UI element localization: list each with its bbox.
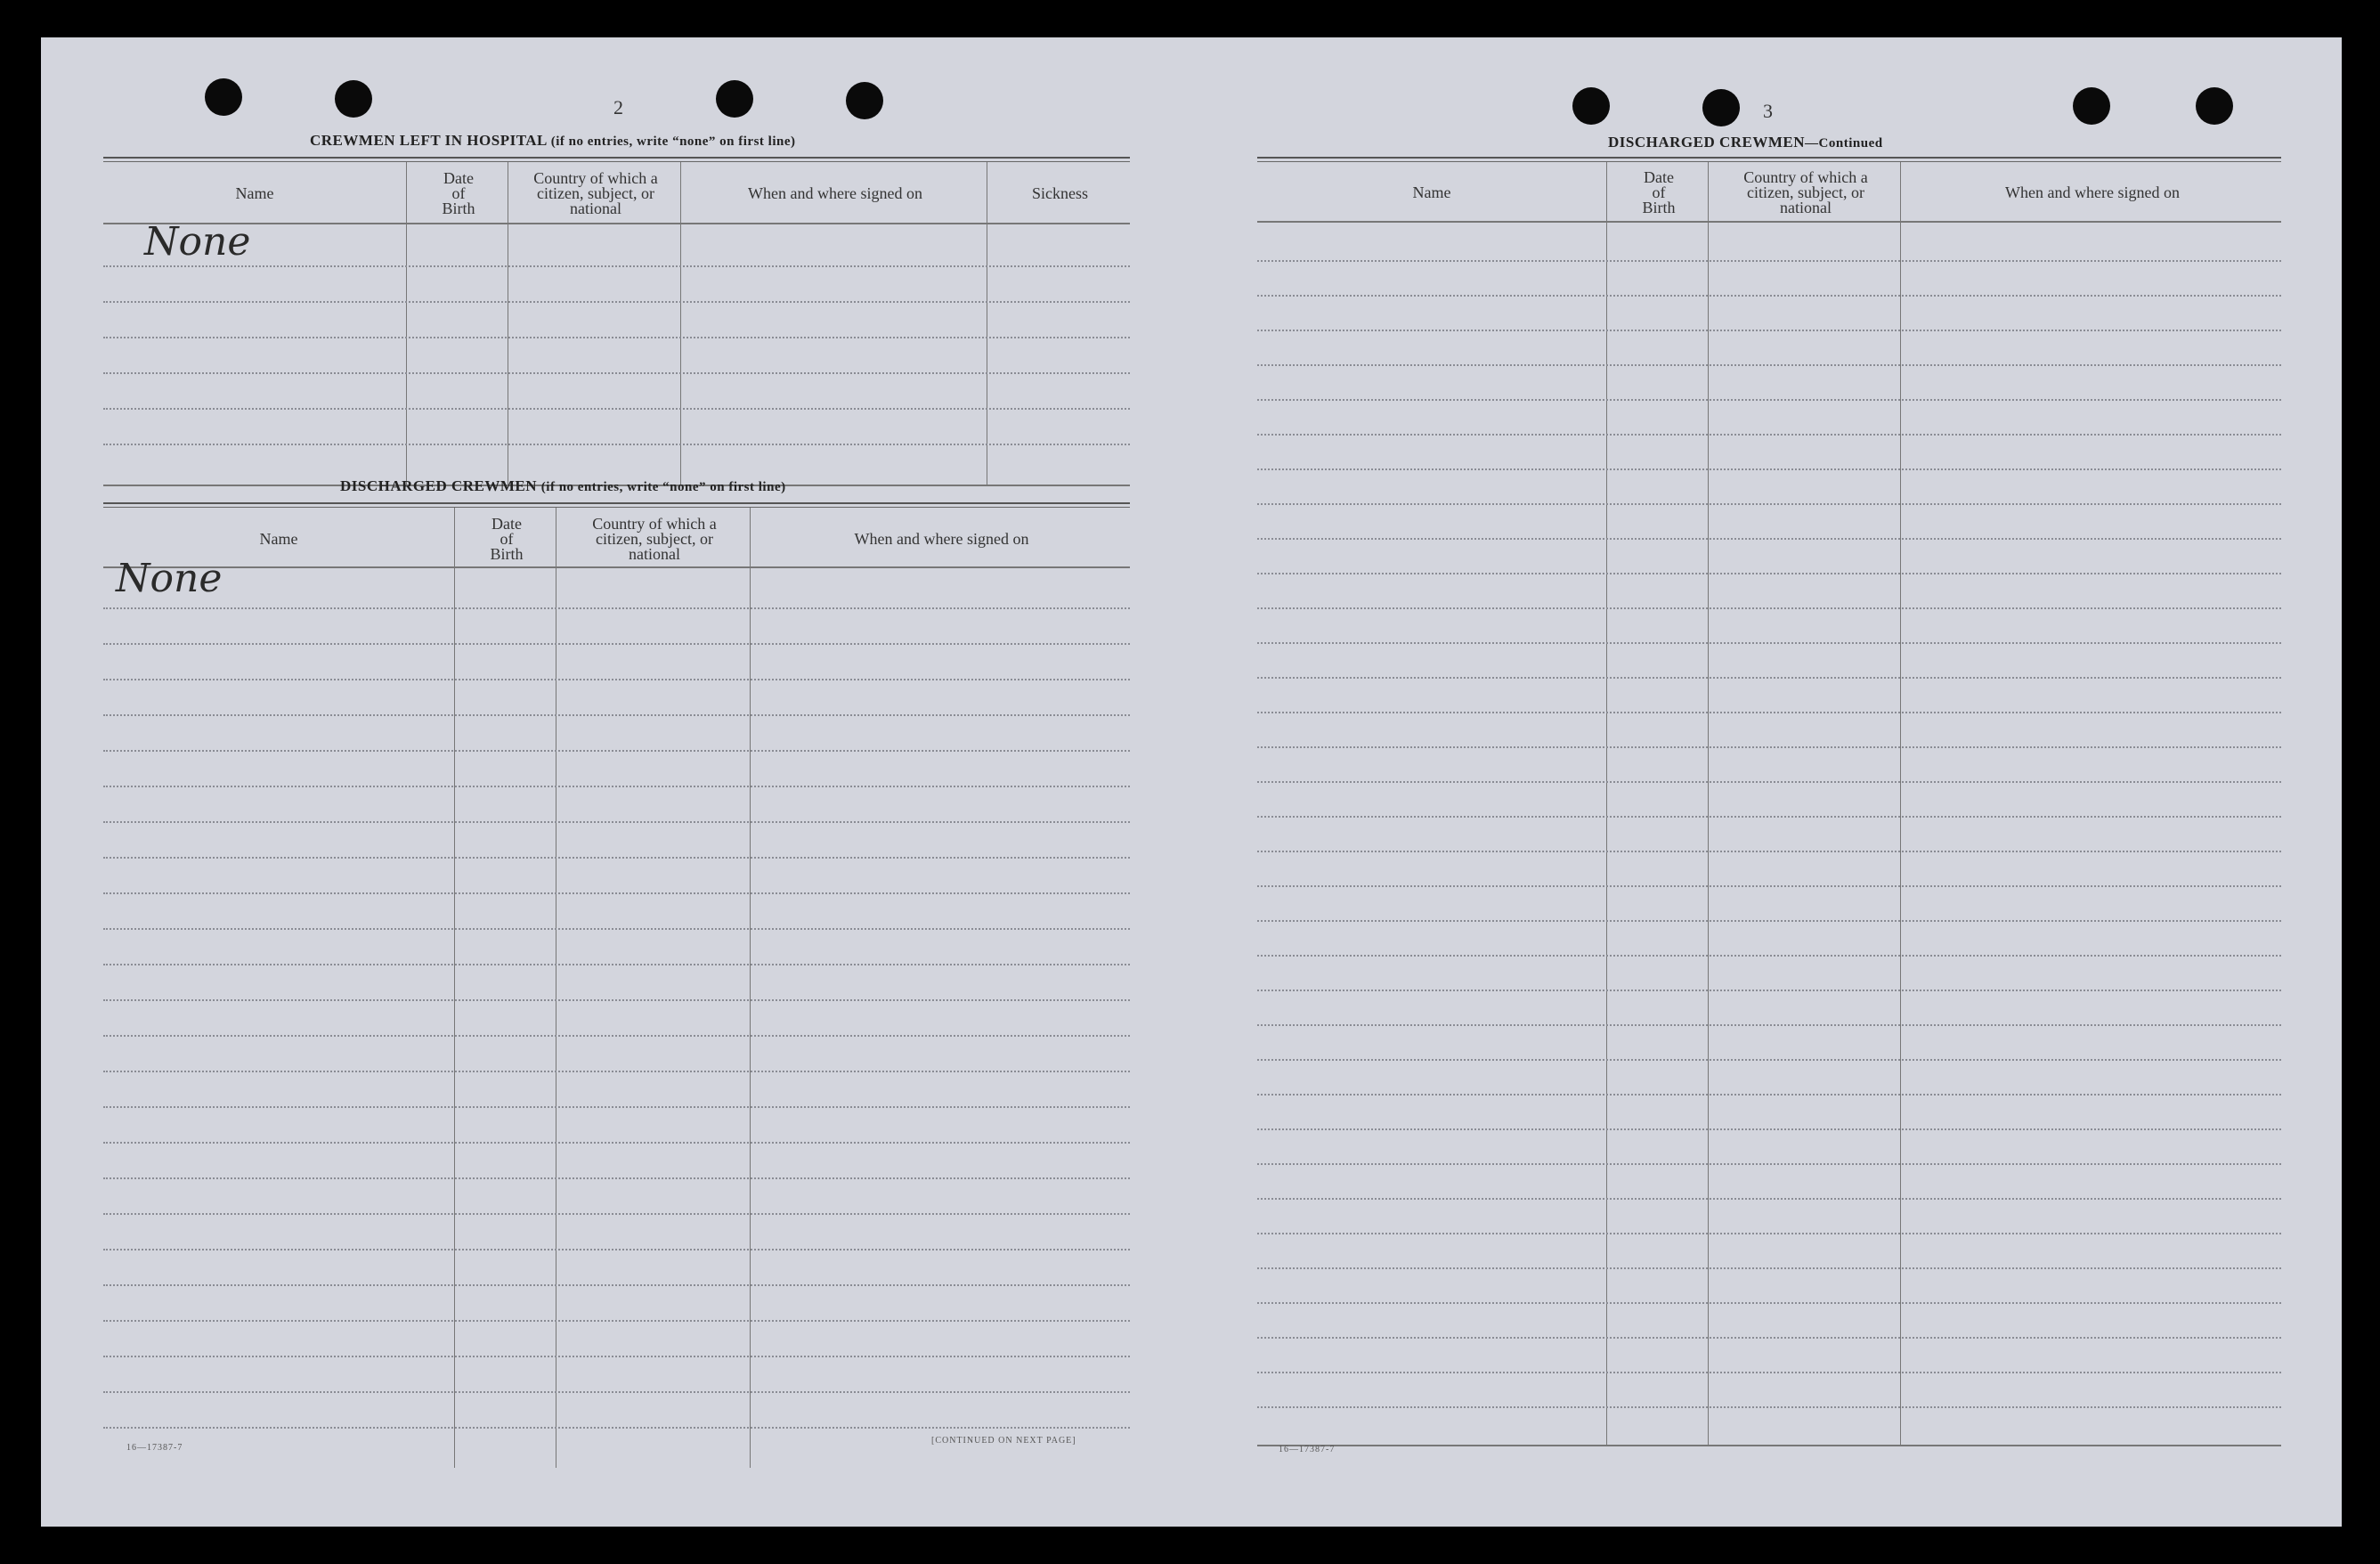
form-sheet — [41, 37, 2342, 1527]
col-header-sickness: Sickness — [1032, 183, 1088, 202]
col-header-dob: Date of Birth — [490, 514, 524, 563]
col-header-dob: Date of Birth — [1642, 167, 1676, 216]
form-number-right: 16—17387-7 — [1279, 1445, 1336, 1454]
discharged-table-right — [1257, 157, 2281, 1471]
hospital-instruction: (if no entries, write “none” on first line) — [550, 134, 796, 149]
hospital-section-title — [310, 132, 796, 150]
page-number-right: 3 — [1763, 100, 1773, 122]
page-number-left: 2 — [613, 96, 623, 118]
hospital-entry-handwritten: None — [144, 219, 251, 265]
discharged-instruction: (if no entries, write “none” on first line) — [540, 480, 786, 494]
right-section-title — [1608, 134, 1883, 151]
continued-note: [CONTINUED ON NEXT PAGE] — [931, 1436, 1076, 1446]
col-header-country: Country of which a citizen, subject, or national — [1743, 167, 1868, 216]
discharged-table-left — [103, 502, 1130, 1468]
discharged-entry-handwritten: None — [116, 556, 223, 601]
right-title-suffix: —Continued — [1805, 136, 1883, 151]
form-number-left: 16—17387-7 — [126, 1443, 183, 1453]
col-header-name: Name — [259, 529, 298, 548]
punch-hole — [205, 78, 242, 116]
hospital-table — [103, 157, 1130, 488]
punch-hole — [1572, 87, 1610, 125]
right-title: DISCHARGED CREWMEN — [1608, 134, 1806, 151]
punch-hole — [1702, 89, 1740, 126]
punch-hole — [846, 82, 883, 119]
discharged-section-title — [340, 477, 786, 495]
col-header-signed: When and where signed on — [2005, 183, 2180, 201]
punch-hole — [335, 80, 372, 118]
col-header-signed: When and where signed on — [854, 529, 1029, 548]
punch-hole — [2196, 87, 2233, 125]
col-header-name: Name — [1412, 183, 1451, 201]
col-header-signed: When and where signed on — [748, 183, 922, 202]
discharged-title: DISCHARGED CREWMEN — [340, 477, 538, 494]
col-header-dob: Date of Birth — [442, 168, 475, 217]
col-header-country: Country of which a citizen, subject, or national — [533, 168, 658, 217]
punch-hole — [716, 80, 753, 118]
hospital-title: CREWMEN LEFT IN HOSPITAL — [310, 132, 547, 149]
col-header-name: Name — [235, 183, 274, 202]
punch-hole — [2073, 87, 2110, 125]
col-header-country: Country of which a citizen, subject, or national — [592, 514, 717, 563]
